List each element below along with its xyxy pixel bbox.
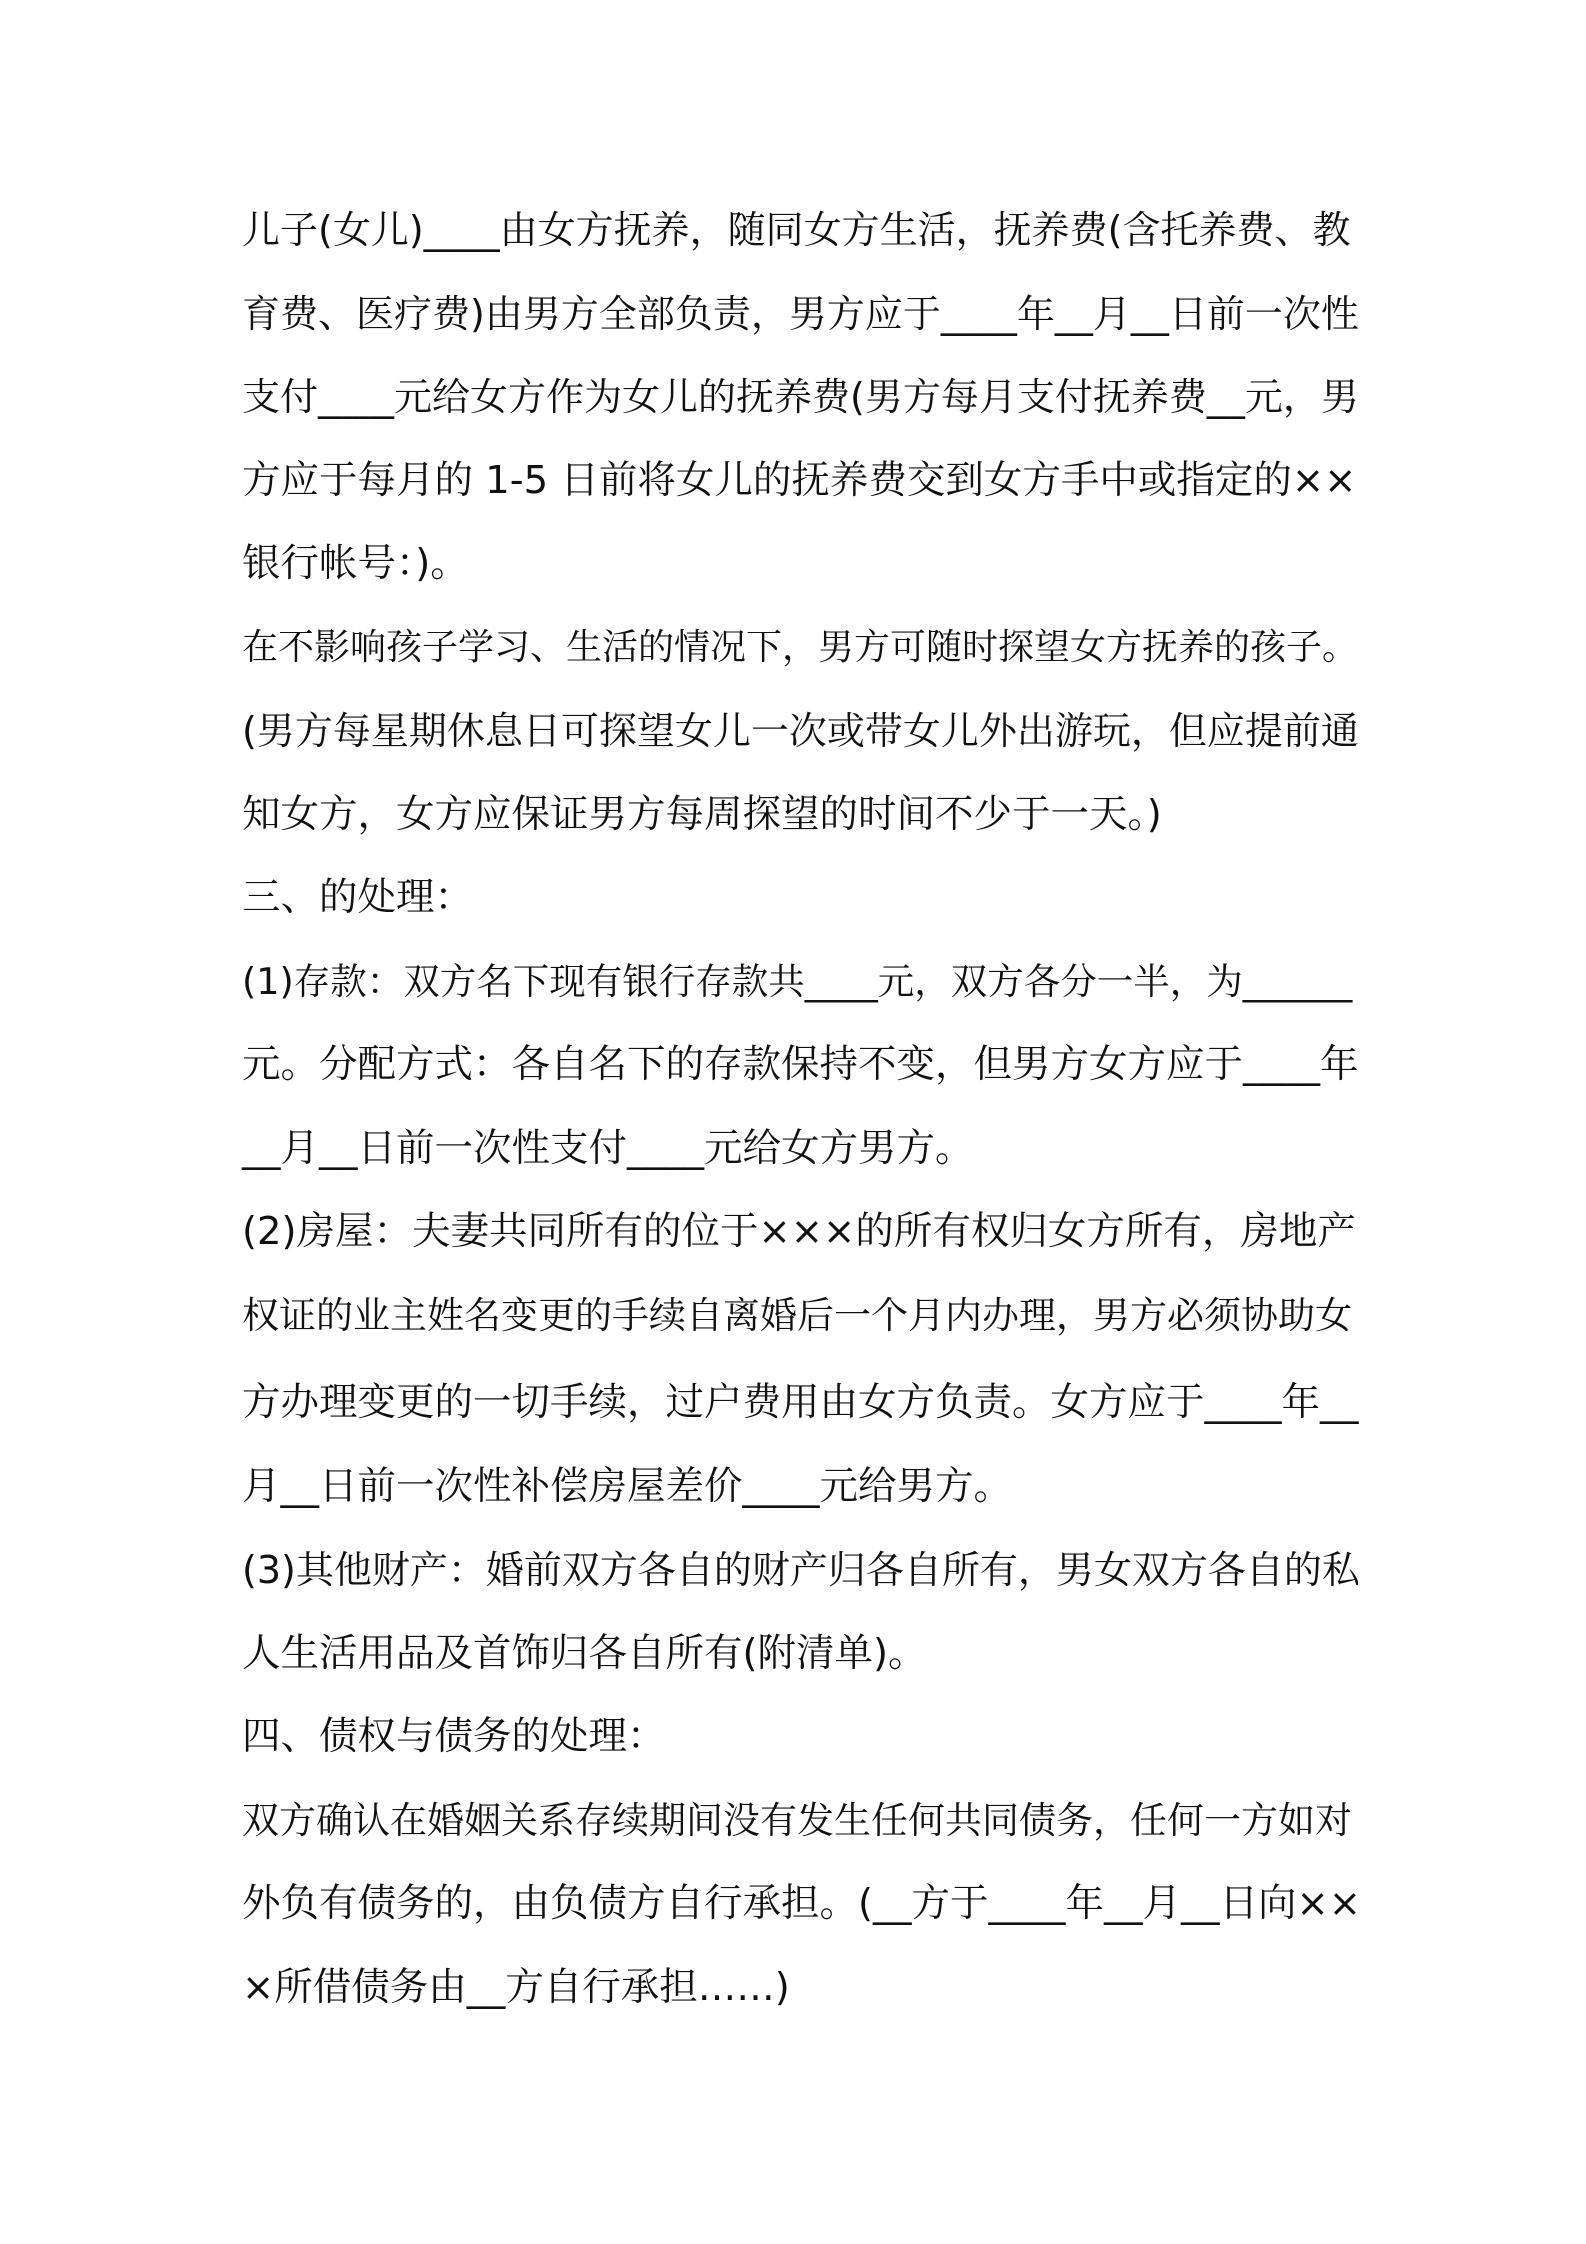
text-line: 人生活用品及首饰归各自所有(附清单)。: [242, 1631, 927, 1676]
text-line: 知女方，女方应保证男方每周探望的时间不少于一天。): [242, 792, 1162, 837]
text-line: (1)存款：双方名下现有银行存款共____元，双方各分一半，为______: [242, 960, 1353, 1003]
section-heading: 三、的处理：: [242, 875, 474, 920]
text-line: 方应于每月的 1-5 日前将女儿的抚养费交到女方手中或指定的××: [242, 458, 1357, 503]
text-line: 支付____元给女方作为女儿的抚养费(男方每月支付抚养费__元，男: [242, 375, 1359, 419]
text-line: 权证的业主姓名变更的手续自离婚后一个月内办理，男方必须协助女: [242, 1294, 1352, 1337]
text-line: (男方每星期休息日可探望女儿一次或带女儿外出游玩，但应提前通: [242, 709, 1359, 753]
text-line: 在不影响孩子学习、生活的情况下，男方可随时探望女方抚养的孩子。: [242, 627, 1359, 668]
text-line: 方办理变更的一切手续，过户费用由女方负责。女方应于____年__: [242, 1380, 1359, 1425]
text-line: (3)其他财产：婚前双方各自的财产归各自所有，男女双方各自的私: [242, 1548, 1360, 1592]
text-line: 双方确认在婚姻关系存续期间没有发生任何共同债务，任何一方如对: [242, 1799, 1352, 1842]
text-line: (2)房屋：夫妻共同所有的位于×××的所有权归女方所有，房地产: [242, 1209, 1356, 1254]
section-heading: 四、债权与债务的处理：: [242, 1714, 666, 1759]
text-line: __月__日前一次性支付____元给女方男方。: [242, 1126, 974, 1171]
text-line: 育费、医疗费)由男方全部负责，男方应于____年__月__日前一次性: [242, 292, 1359, 336]
text-line: 儿子(女儿)____由女方抚养，随同女方生活，抚养费(含托养费、教: [242, 208, 1351, 252]
text-line: 外负有债务的，由负债方自行承担。(__方于____年__月__日向××: [242, 1881, 1362, 1926]
text-line: 银行帐号：)。: [242, 541, 469, 586]
text-line: 月__日前一次性补偿房屋差价____元给男方。: [242, 1464, 1013, 1509]
text-line: 元。分配方式：各自名下的存款保持不变，但男方女方应于____年: [242, 1042, 1359, 1087]
text-line: ×所借债务由__方自行承担……): [242, 1965, 790, 2010]
